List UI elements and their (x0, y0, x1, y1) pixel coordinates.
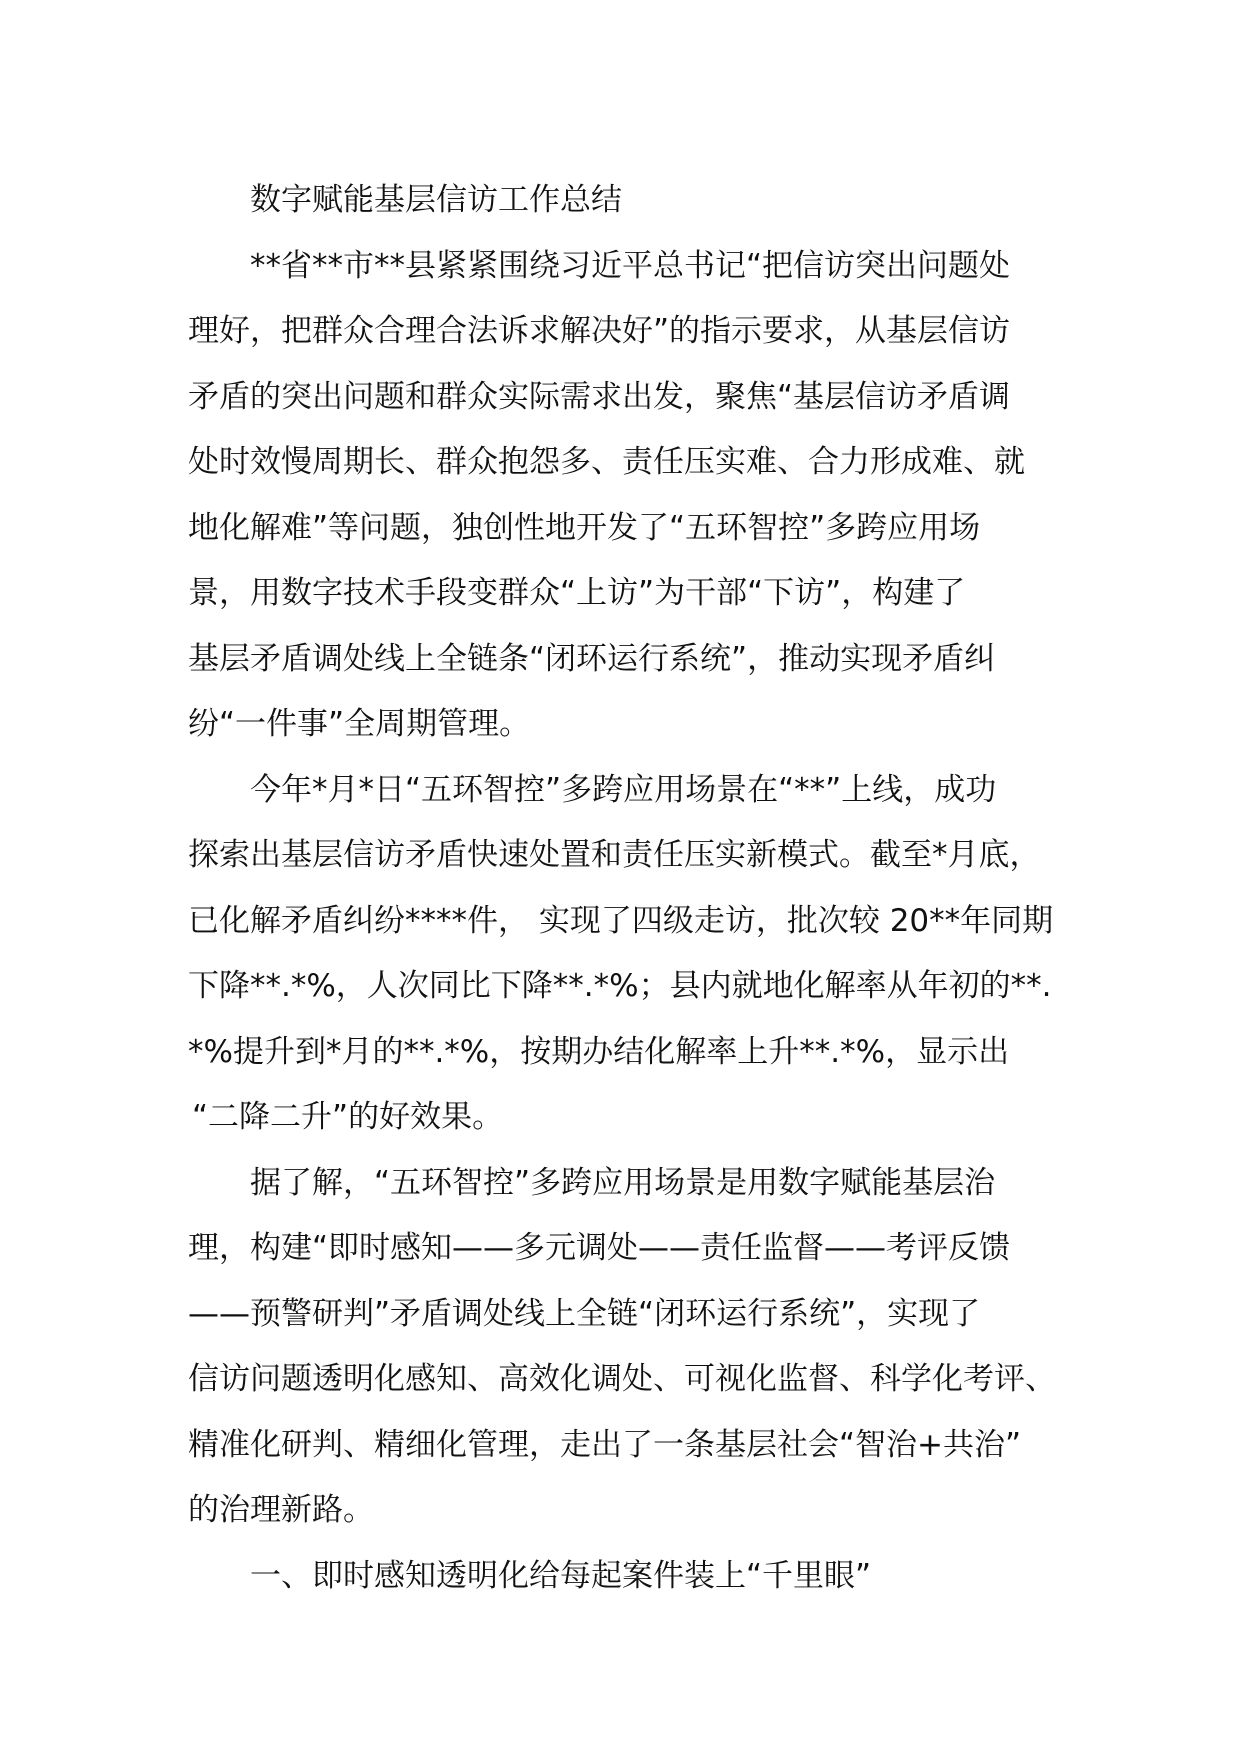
paragraph-line: 矛盾的突出问题和群众实际需求出发，聚焦“基层信访矛盾调 (188, 378, 1011, 415)
paragraph-line: 下降**.*%，人次同比下降**.*%；县内就地化解率从年初的**. (188, 968, 1052, 1004)
paragraph-line: 理好，把群众合理合法诉求解决好”的指示要求，从基层信访 (188, 313, 1011, 349)
paragraph-1 (188, 234, 1068, 758)
paragraph-line: 景，用数字技术手段变群众“上访”为干部“下访”，构建了 (188, 575, 966, 611)
paragraph-line: 处时效慢周期长、群众抱怨多、责任压实难、合力形成难、就 (188, 444, 1025, 480)
paragraph-line: 基层矛盾调处线上全链条“闭环运行系统”，推动实现矛盾纠 (188, 640, 996, 677)
paragraph-line: 已化解矛盾纠纷****件， 实现了四级走访，批次较 20**年同期 (188, 902, 1054, 939)
paragraph-line: 地化解难”等问题，独创性地开发了“五环智控”多跨应用场 (188, 509, 981, 546)
paragraph-line: 精准化研判、精细化管理，走出了一条基层社会“智治+共治” (188, 1426, 1022, 1463)
paragraph-line: *%提升到*月的**.*%，按期办结化解率上升**.*%，显示出 (188, 1033, 1010, 1070)
document-body (188, 168, 1068, 1609)
paragraph-line: 探索出基层信访矛盾快速处置和责任压实新模式。截至*月底， (188, 837, 1041, 873)
paragraph-line: 的治理新路。 (188, 1492, 374, 1528)
document-title: 数字赋能基层信访工作总结 (250, 182, 622, 218)
paragraph-line: ——预警研判”矛盾调处线上全链“闭环运行系统”，实现了 (188, 1295, 981, 1332)
paragraph-2 (188, 758, 1068, 1151)
paragraph-line: 纷“一件事”全周期管理。 (188, 706, 531, 742)
paragraph-line: “二降二升”的好效果。 (192, 1099, 504, 1135)
paragraph-line: 今年*月*日“五环智控”多跨应用场景在“**”上线，成功 (250, 771, 997, 808)
paragraph-line: 信访问题透明化感知、高效化调处、可视化监督、科学化考评、 (188, 1361, 1056, 1397)
section-heading: 一、即时感知透明化给每起案件装上“千里眼” (250, 1557, 872, 1594)
paragraph-3 (188, 1151, 1068, 1544)
paragraph-line: **省**市**县紧紧围绕习近平总书记“把信访突出问题处 (250, 247, 1011, 284)
paragraph-line: 据了解，“五环智控”多跨应用场景是用数字赋能基层治 (250, 1164, 996, 1201)
paragraph-line: 理，构建“即时感知——多元调处——责任监督——考评反馈 (188, 1230, 1011, 1266)
